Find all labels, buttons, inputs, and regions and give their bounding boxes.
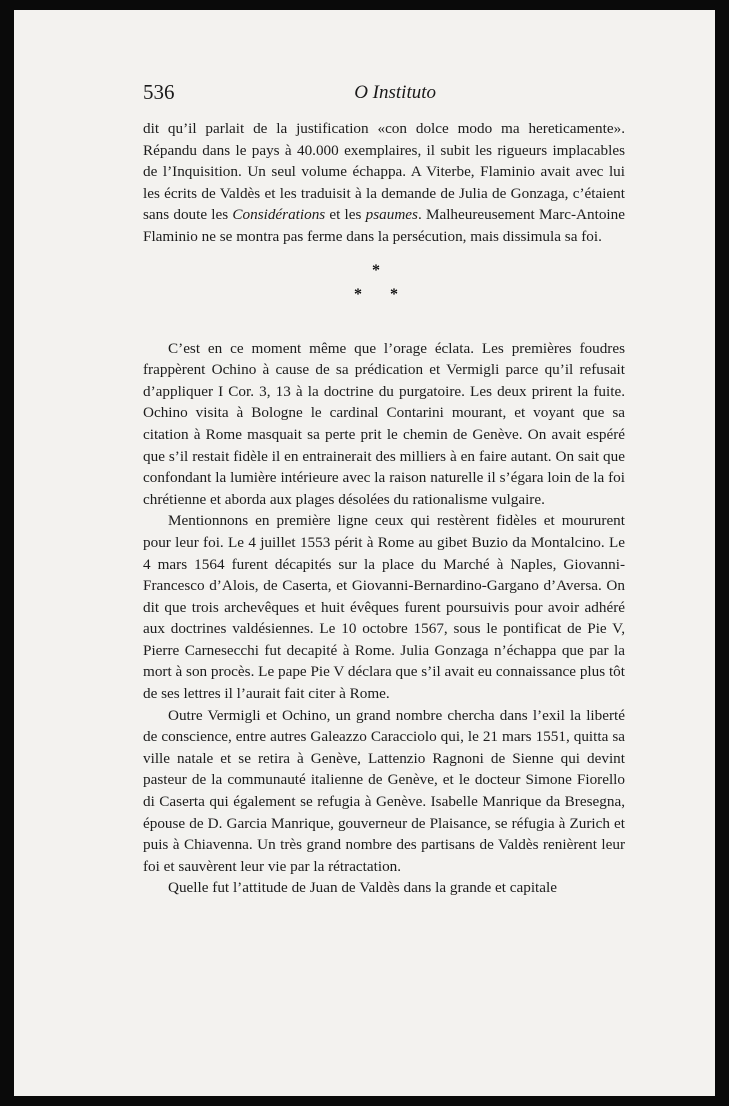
- asterisk-icon: *: [390, 285, 398, 303]
- paragraph-continued: [143, 118, 625, 248]
- text-block: [143, 118, 625, 899]
- page-header: [143, 80, 436, 108]
- paragraph-text: et les: [325, 206, 366, 224]
- paragraph: Mentionnons en première ligne ceux qui restèrent fidèles et moururent pour leur foi. Le 4 juillet 1553 périt à Rome au gibet Buzio da Montalcino. Le 4 mars 1564 furent décapités sur la place du Marché à Naples, Giovanni-Francesco d’Alois, de Caserta, et Giovanni-Bernardino-Gargano d’Aversa. On dit que trois archevêques et huit évêques furent poursuivis pour avoir adhéré aux doctrines valdésiennes. Le 10 octobre 1567, sous le pontificat de Pie V, Pierre Carnesecchi fut decapité à Rome. Julia Gonzaga n’échappa que par la mort à son procès. Le pape Pie V déclara que s’il avait eu connaissance plus tôt de ses lettres il l’aurait fait citer à Rome.: [143, 512, 625, 703]
- paragraph-text: dit qu’il parlait de la justification «con dolce modo ma hereticamente». Répandu dans le pays à 40.000 exemplaires, il subit les rigueurs implacables de l’Inquisition. Un seul volume échappa. A Viterbe, Flaminio avait avec lui les écrits de Valdès et les traduisit à la demande de Julia de Gonzaga, c’étaient sans doute les: [143, 120, 625, 224]
- book-page: [14, 10, 715, 1096]
- paragraph: C’est en ce moment même que l’orage éclata. Les premières foudres frappèrent Ochino à cause de sa prédication et Vermigli parce qu’il refusait d’appliquer I Cor. 3, 13 à la doctrine du purgatoire. Les deux prirent la fuite. Ochino visita à Bologne le cardinal Contarini mourant, et voyant que sa citation à Rome masquait sa perte prit le chemin de Genève. On avait espéré que s’il restait fidèle il en entrainerait des milliers à en faire autant. On sait que confondant la lumière intérieure avec la raison naturelle il s’égara loin de la foi chrétienne et aborda aux plages désolées du rationalisme vulgaire.: [143, 339, 625, 508]
- asterisk-icon: *: [372, 261, 380, 279]
- paragraph-text: . Malheureusement Marc-Antoine Flaminio ne se montra pas ferme dans la persécution, mais dissimula sa foi.: [143, 206, 625, 245]
- paragraph: Outre Vermigli et Ochino, un grand nombre chercha dans l’exil la liberté de conscience, entre autres Galeazzo Caracciolo qui, le 21 mars 1551, quitta sa ville natale et se retira à Genève, Lattenzio Ragnoni de Sienne qui devint pasteur de la communauté italienne de Genève, et le docteur Simone Fiorello di Caserta qui également se refugia à Genève. Isabelle Manrique da Bresegna, épouse de D. Garcia Manrique, gouverneur de Plaisance, se réfugia à Zurich et puis à Chiavenna. Un très grand nombre des partisans de Valdès renièrent leur foi et sauvèrent leur vie par la rétractation.: [143, 706, 625, 875]
- asterisk-icon: *: [354, 285, 362, 303]
- page-number: 536: [143, 80, 175, 104]
- italic-title-considerations: Considérations: [232, 206, 326, 224]
- italic-title-psaumes: psaumes: [365, 206, 418, 224]
- running-title: O Instituto: [354, 82, 436, 103]
- section-break-asterism: [143, 249, 625, 321]
- paragraph: Quelle fut l’attitude de Juan de Valdès dans la grande et capitale: [168, 879, 557, 897]
